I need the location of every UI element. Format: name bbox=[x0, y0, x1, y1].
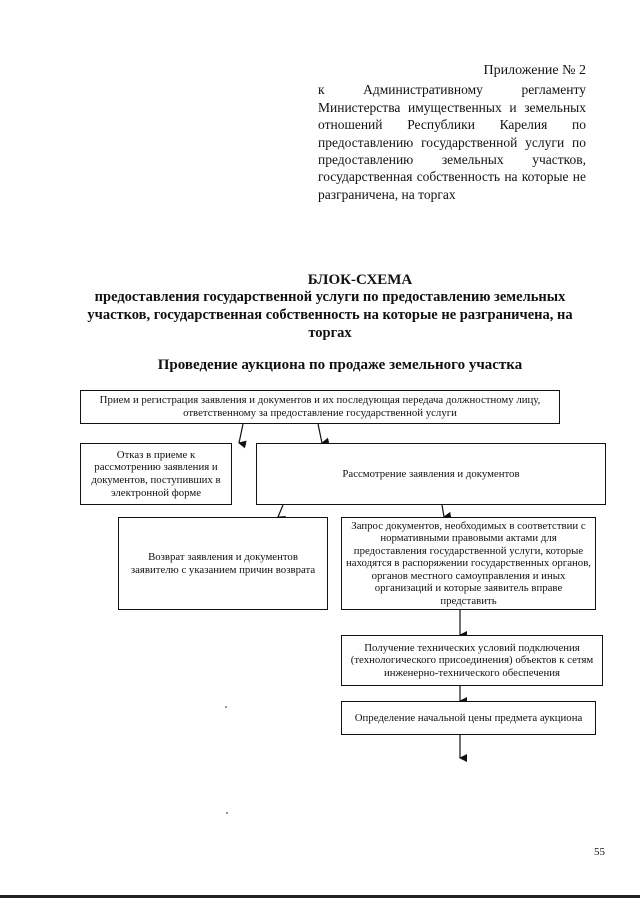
box-review-text: Рассмотрение заявления и документов bbox=[342, 467, 520, 480]
box-reception bbox=[80, 390, 560, 424]
section-title: Проведение аукциона по продаже земельного участка bbox=[157, 357, 523, 373]
box-return bbox=[118, 517, 328, 610]
arrow-reception-to-review bbox=[318, 424, 322, 443]
appendix-number: Приложение № 2 bbox=[483, 63, 586, 78]
box-request bbox=[341, 517, 596, 610]
box-reception-text: Прием и регистрация заявления и документов и их последующая передача должностному лицу, ответственному за предоставление государственной услуги bbox=[99, 394, 541, 419]
arrow-reception-to-refusal bbox=[239, 424, 243, 443]
box-refusal-text: Отказ в приеме к рассмотрению заявления и документов, поступивших в электронной форме bbox=[91, 448, 221, 499]
box-return-text: Возврат заявления и документов заявителю с указанием причин возврата bbox=[130, 550, 316, 576]
box-refusal bbox=[80, 443, 232, 505]
appendix-text: к Административному регламенту Министерства имущественных и земельных отношений Республики Карелия по предоставлению государственной услуги по предоставлению земельных участков, государственная собственность на которые не разграничена, на торгах bbox=[318, 82, 586, 202]
document-title: БЛОК-СХЕМА bbox=[307, 272, 413, 288]
box-initial-price bbox=[341, 701, 596, 735]
box-technical-conditions bbox=[341, 635, 603, 686]
arrow-review-to-request bbox=[442, 505, 444, 517]
document-subtitle: предоставления государственной услуги по предоставлению земельных участков, государственная собственность на которые не разграничена, на торгах bbox=[87, 289, 573, 341]
box-technical-conditions-text: Получение технических условий подключения (технологического присоединения) объектов к сетям инженерно-технического обеспечения bbox=[350, 641, 594, 679]
arrow-review-to-return bbox=[278, 505, 283, 517]
box-request-text: Запрос документов, необходимых в соответствии с нормативными правовыми актами для предоставления государственной услуги, которые находятся в распоряжении государственных органов, органов местного самоуправления и иных организаций и которые заявитель вправе представить bbox=[346, 520, 591, 607]
box-review bbox=[256, 443, 606, 505]
page-number: 55 bbox=[594, 846, 605, 858]
scan-bottom-edge bbox=[0, 895, 640, 898]
box-initial-price-text: Определение начальной цены предмета аукциона bbox=[354, 711, 583, 724]
scan-speck bbox=[226, 812, 228, 814]
scan-speck bbox=[225, 706, 227, 708]
